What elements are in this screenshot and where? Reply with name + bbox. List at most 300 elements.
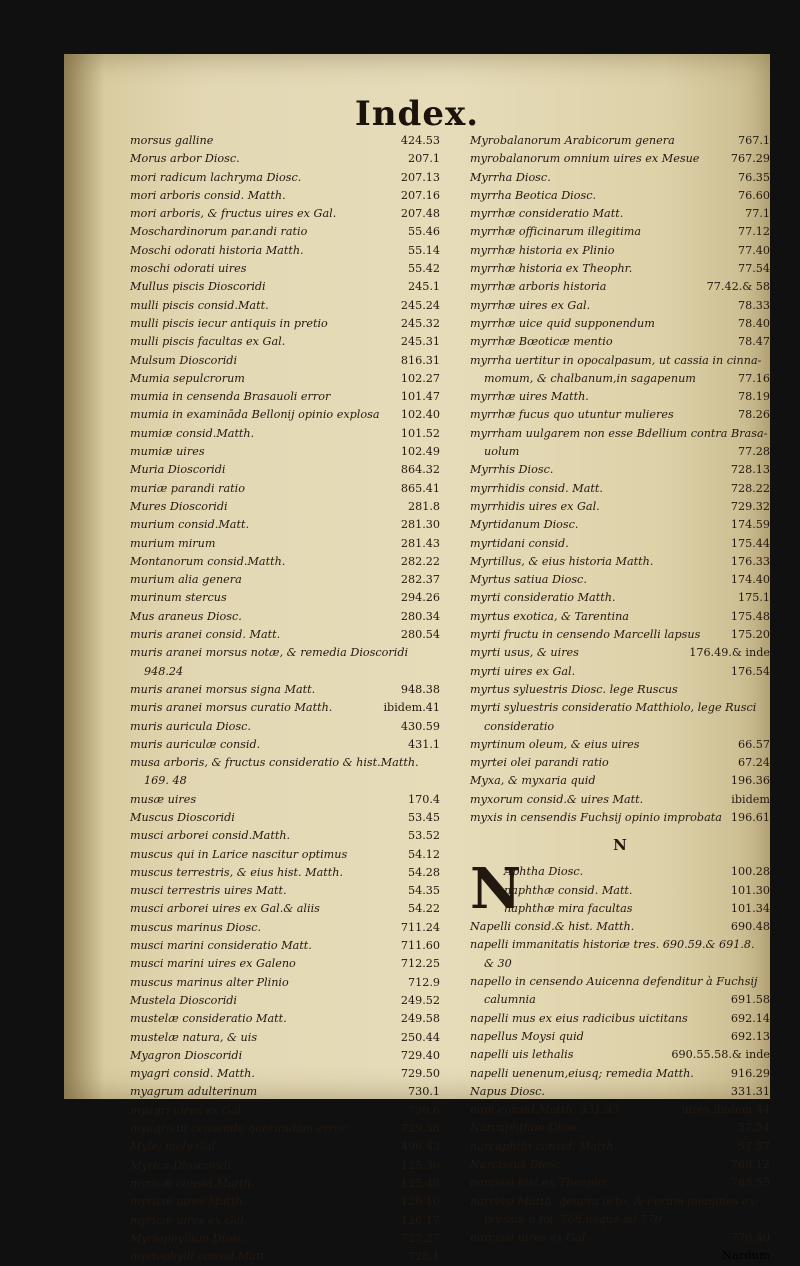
entry-page-ref: 728.22 [730,481,770,495]
index-entry [130,846,440,864]
entry-text: myrrhæ uires Matth. [470,390,589,404]
entry-text: Muscus Dioscoridi [130,810,235,824]
entry-text: myagro in censendo quorundam error [130,1122,347,1136]
entry-page-ref: 78.40 [737,316,770,330]
entry-page-ref: 102.27 [400,371,440,385]
entry-text: naphthæ consid. Matt. [504,883,633,897]
entry-text: murium alia genera [130,573,242,587]
index-entry [470,1083,770,1101]
entry-page-ref: 67.24 [737,756,770,770]
entry-page-ref: 729.40 [400,1048,440,1062]
entry-text: narcissi Matth. genera octo, & eorum imagines ex- [470,1194,759,1208]
entry-page-ref: 729.50 [400,1067,440,1081]
entry-page-ref: 78.47 [737,335,770,349]
entry-page-ref: 280.34 [400,609,440,623]
entry-text: Myrica Dioscoridi [130,1158,231,1172]
entry-page-ref: 768.55 [730,1176,770,1190]
index-entry [130,772,440,790]
entry-page-ref: 207.48 [400,207,440,221]
entry-text: myagri uires ex Gal. [130,1103,245,1117]
entry-text: myrrhæ consideratio Matt. [470,207,624,221]
index-entry [130,882,440,900]
index-entry [470,589,770,607]
entry-page-ref: 196.36 [730,774,770,788]
entry-page-ref: 280.54 [400,628,440,642]
entry-text: myrti fructu in censendo Marcelli lapsus [470,628,701,642]
index-entry [470,480,770,498]
index-entry [130,809,440,827]
entry-page-ref: 730.6 [407,1103,440,1117]
page-content [64,54,770,1264]
entry-text: Myagron Dioscoridi [130,1048,243,1062]
entry-page-ref: 53.45 [407,810,440,824]
entry-text: pressæ à fol. 768.usque ad 770 [484,1212,662,1226]
index-entry [470,882,770,900]
entry-text: mumiæ uires [130,445,205,459]
entry-page-ref: 126.17 [400,1213,440,1227]
index-entry [130,864,440,882]
entry-page-ref: 281.8 [407,499,440,513]
entry-page-ref: 207.16 [400,188,440,202]
catchword: Nardum [721,1247,770,1262]
index-entry [130,1083,440,1101]
entry-page-ref: 496.43 [400,1140,440,1154]
index-entry [130,370,440,388]
index-entry [470,516,770,534]
index-entry [470,242,770,260]
entry-text: Myle, moly Gal. [130,1140,219,1154]
index-entry [470,132,770,150]
entry-text: myrrha uertitur in opocalpasum, ut cassia in cinna- [470,353,762,367]
entry-text: muris aranei morsus notæ, & remedia Dioscoridi [130,646,409,660]
entry-text: myriophylli consid.Matt. [130,1250,269,1264]
index-entry [470,863,770,881]
index-entry [130,187,440,205]
index-entry [470,205,770,223]
index-entry [470,498,770,516]
entry-text: myrtus syluestris Diosc. lege Ruscus [470,682,678,696]
entry-text: mori arboris consid. Matth. [130,188,286,202]
entry-text: mulli piscis facultas ex Gal. [130,335,286,349]
entry-page-ref: 692.13 [730,1029,770,1043]
index-entry [130,223,440,241]
index-entry [470,1193,770,1211]
entry-text: Narcaphthon Diosc. [470,1121,584,1135]
entry-text: myrrhæ historia ex Theophr. [470,262,633,276]
entry-text: Muria Dioscoridi [130,463,226,477]
entry-text: 948.24 [144,664,184,678]
entry-page-ref: 711.24 [400,920,440,934]
index-entry [470,699,770,717]
entry-page-ref: 77.40 [737,243,770,257]
entry-text: myrrhæ fucus quo utuntur mulieres [470,408,674,422]
entry-page-ref: 728.13 [730,463,770,477]
entry-text: napelli uis lethalis [470,1048,574,1062]
entry-text: myrrhæ officinarum illegitima [470,225,642,239]
entry-text: 169. 48 [144,774,187,788]
entry-page-ref: 57.54 [737,1121,770,1135]
index-entry [470,663,770,681]
entry-page-ref: 77.1 [745,207,770,221]
entry-page-ref: 712.25 [400,957,440,971]
entry-page-ref: 948.38 [400,682,440,696]
entry-page-ref: 54.22 [407,902,440,916]
entry-text: myagrum adulterinum [130,1085,258,1099]
index-entry [130,1047,440,1065]
index-entry [130,388,440,406]
entry-text: Narcissus Diosc. [470,1158,565,1172]
entry-text: musæ uires [130,792,197,806]
index-entry [130,480,440,498]
entry-page-ref: 282.37 [400,573,440,587]
entry-page-ref: 57.57 [737,1139,770,1153]
entry-text: Montanorum consid.Matth. [130,554,286,568]
index-entry [470,736,770,754]
index-entry [470,535,770,553]
index-entry [470,772,770,790]
entry-page-ref: 691.58 [730,993,770,1007]
entry-page-ref: 865.41 [400,481,440,495]
index-entry [470,1028,770,1046]
entry-page-ref: 53.52 [407,829,440,843]
entry-page-ref: 245.24 [400,298,440,312]
index-entry [470,223,770,241]
index-entry [130,1212,440,1230]
entry-page-ref: 430.59 [400,719,440,733]
entry-text: Myrtillus, & eius historia Matth. [470,554,654,568]
entry-text: Mures Dioscoridi [130,499,228,513]
entry-text: musci marini consideratio Matt. [130,939,312,953]
entry-text: napello in censendo Auicenna defenditur à Fuchsij [470,975,758,989]
entry-text: muris aranei morsus signa Matt. [130,682,316,696]
entry-text: calumnia [484,993,536,1007]
index-entry [130,315,440,333]
index-entry [130,260,440,278]
entry-page-ref: 249.52 [400,993,440,1007]
entry-text: murinum stercus [130,591,227,605]
entry-text: Morus arbor Diosc. [130,152,240,166]
index-entry [130,1230,440,1248]
index-entry [470,626,770,644]
entry-text: mori radicum lachryma Diosc. [130,170,302,184]
entry-text: muriæ parandi ratio [130,481,245,495]
entry-text: muscus marinus alter Plinio [130,975,289,989]
entry-page-ref: 170.4 [407,792,440,806]
entry-text: myrtus exotica, & Tarentina [470,609,629,623]
entry-page-ref: 174.40 [730,573,770,587]
index-entry [470,1101,770,1119]
index-entry [470,297,770,315]
entry-page-ref: 175.1 [737,591,770,605]
index-entry [130,644,440,662]
entry-page-ref: 55.42 [407,262,440,276]
index-entry [470,461,770,479]
entry-text: muris auricula Diosc. [130,719,251,733]
entry-text: myrrha Beotica Diosc. [470,188,597,202]
index-entry [130,955,440,973]
entry-page-ref: 77.28 [737,445,770,459]
entry-text: moschi odorati uires [130,262,247,276]
entry-page-ref: 711.60 [400,939,440,953]
entry-text: myricæ consid.Matth. [130,1176,255,1190]
index-entry [130,1248,440,1266]
entry-text: muris aranei morsus curatio Matth. [130,701,333,715]
entry-page-ref: uires ibidem 44 [681,1103,770,1117]
entry-text: myxis in censendis Fuchsij opinio improbata [470,810,722,824]
index-entry [130,974,440,992]
entry-text: myrrhæ uice quid supponendum [470,316,655,330]
entry-page-ref: 916.29 [730,1066,770,1080]
entry-page-ref: 77.16 [737,371,770,385]
entry-text: myricæ uires ex Gal. [130,1213,248,1227]
index-entry [470,150,770,168]
entry-page-ref: 77.54 [737,262,770,276]
entry-page-ref: 54.12 [407,847,440,861]
right-column-m-entries [470,132,770,827]
entry-page-ref: 54.35 [407,884,440,898]
entry-page-ref: 175.48 [730,609,770,623]
entry-page-ref: 690.55.58.& inde [671,1048,770,1062]
index-entry [470,936,770,954]
entry-page-ref: ibidem.41 [383,701,440,715]
index-entry [470,315,770,333]
index-entry [130,571,440,589]
entry-text: Myxa, & myxaria quid [470,774,596,788]
entry-page-ref: 101.47 [400,390,440,404]
entry-text: Aphtha Diosc. [504,865,584,879]
index-entry [470,443,770,461]
entry-text: muscus terrestris, & eius hist. Matth. [130,865,343,879]
index-entry [130,900,440,918]
index-entry [470,260,770,278]
entry-text: myrrhidis uires ex Gal. [470,499,600,513]
index-entry [470,553,770,571]
index-entry [130,663,440,681]
index-entry [130,699,440,717]
entry-page-ref: 126.10 [400,1195,440,1209]
index-entry [130,205,440,223]
entry-text: myrrhidis consid. Matt. [470,481,603,495]
index-entry [470,370,770,388]
index-entry [470,608,770,626]
index-entry [130,406,440,424]
index-entry [130,608,440,626]
entry-page-ref: 730.1 [407,1085,440,1099]
entry-page-ref: 77.12 [737,225,770,239]
entry-page-ref: 207.1 [407,152,440,166]
entry-page-ref: 175.20 [730,628,770,642]
index-entry [470,918,770,936]
entry-page-ref: 729.58 [400,1122,440,1136]
index-entry [130,1193,440,1211]
index-entry [130,718,440,736]
entry-text: morsus galline [130,134,214,147]
index-entry [130,535,440,553]
entry-page-ref: 245.31 [400,335,440,349]
entry-text: & 30 [484,956,512,970]
entry-text: myrrhæ arboris historia [470,280,607,294]
index-entry [470,352,770,370]
entry-text: myrti usus, & uires [470,646,579,660]
entry-text: murium consid.Matt. [130,518,250,532]
entry-text: myrobalanorum omnium uires ex Mesue [470,152,700,166]
index-entry [470,900,770,918]
index-entry [130,1010,440,1028]
index-entry [130,589,440,607]
entry-page-ref: 66.57 [737,737,770,751]
entry-page-ref: 281.30 [400,518,440,532]
index-entry [130,919,440,937]
entry-text: muscus marinus Diosc. [130,920,262,934]
index-entry [470,571,770,589]
index-entry [470,333,770,351]
entry-page-ref: 294.26 [400,591,440,605]
entry-text: muris aranei consid. Matt. [130,628,281,642]
index-entry [130,516,440,534]
entry-page-ref: 728.1 [407,1250,440,1264]
entry-text: Napus Diosc. [470,1084,545,1098]
right-column [470,132,770,1266]
index-entry [130,1065,440,1083]
index-entry [130,827,440,845]
entry-text: myrtei olei parandi ratio [470,756,609,770]
entry-page-ref: 175.44 [730,536,770,550]
index-entry [130,681,440,699]
entry-text: myrtidani consid. [470,536,569,550]
entry-text: Mulsum Dioscoridi [130,353,238,367]
entry-text: napelli uenenum,eiusq; remedia Matth. [470,1066,694,1080]
entry-text: Mumia sepulcrorum [130,371,245,385]
index-entry [130,1157,440,1175]
entry-page-ref: 727.27 [400,1231,440,1245]
entry-page-ref: 174.59 [730,518,770,532]
entry-page-ref: 76.60 [737,188,770,202]
entry-text: napi consid.Matth. 331.33 [470,1103,619,1117]
entry-page-ref: 245.1 [407,280,440,294]
index-entry [130,150,440,168]
entry-page-ref: 424.53 [400,134,440,147]
index-entry [470,1046,770,1064]
index-entry [470,406,770,424]
entry-page-ref: 101.34 [730,901,770,915]
entry-text: mumia in censenda Brasauoli error [130,390,331,404]
entry-text: musci terrestris uires Matt. [130,884,287,898]
index-entry [130,1138,440,1156]
entry-text: Moschi odorati historia Matth. [130,243,304,257]
index-entry [130,333,440,351]
entry-page-ref: 281.43 [400,536,440,550]
entry-text: mustelæ natura, & uis [130,1030,258,1044]
index-entry [470,1065,770,1083]
index-entry [470,1138,770,1156]
index-entry [470,791,770,809]
index-entry [130,553,440,571]
index-entry [130,1102,440,1120]
index-entry [470,644,770,662]
entry-page-ref: 125.48 [400,1176,440,1190]
index-entry [130,626,440,644]
entry-text: narcaphthi consid. Matth. [470,1139,618,1153]
entry-text: myrti uires ex Gal. [470,664,576,678]
index-entry [470,1119,770,1137]
entry-text: narcissi uires ex Gal. [470,1231,589,1245]
page-title: Index. [354,94,480,134]
entry-text: Mullus piscis Dioscoridi [130,280,266,294]
entry-page-ref: 125.30 [400,1158,440,1172]
entry-page-ref: 176.33 [730,554,770,568]
index-entry [130,992,440,1010]
entry-text: naphthæ mira facultas [504,901,633,915]
index-entry [130,754,440,772]
entry-text: musci arborei consid.Matth. [130,829,291,843]
entry-page-ref: 100.28 [730,865,770,879]
entry-text: momum, & chalbanum,in sagapenum [484,371,696,385]
entry-text: Myriophyllum Diosc. [130,1231,248,1245]
entry-text: myricæ uires Matth. [130,1195,247,1209]
entry-text: Myrobalanorum Arabicorum genera [470,134,675,147]
entry-text: myrti syluestris consideratio Matthiolo, lege Rusci [470,701,757,715]
entry-text: narcissi hist.ex Theophr. [470,1176,609,1190]
entry-page-ref: 767.29 [730,152,770,166]
entry-text: uolum [484,445,520,459]
entry-text: Myrtidanum Diosc. [470,518,579,532]
entry-page-ref: 431.1 [407,737,440,751]
entry-page-ref: 78.26 [737,408,770,422]
entry-page-ref: 54.28 [407,865,440,879]
catchword-row [470,1248,770,1266]
entry-page-ref: 55.14 [407,243,440,257]
entry-text: mumiæ consid.Matth. [130,426,255,440]
entry-page-ref: 282.22 [400,554,440,568]
index-entry [130,937,440,955]
index-entry [470,754,770,772]
entry-page-ref: 101.30 [730,883,770,897]
entry-page-ref: 712.9 [407,975,440,989]
entry-page-ref: 692.14 [730,1011,770,1025]
entry-page-ref: 768.12 [730,1158,770,1172]
entry-text: mori arboris, & fructus uires ex Gal. [130,207,337,221]
entry-text: muris auriculæ consid. [130,737,261,751]
entry-page-ref: 816.31 [400,353,440,367]
entry-text: myxorum consid.& uires Matt. [470,792,644,806]
entry-text: myrrhæ uires ex Gal. [470,298,591,312]
entry-text: myrrhæ historia ex Plinio [470,243,615,257]
entry-page-ref: 770.40 [730,1231,770,1245]
index-entry [470,973,770,991]
index-entry [130,1120,440,1138]
entry-page-ref: 77.42.& 58 [706,280,770,294]
index-entry [470,1156,770,1174]
entry-text: musci marini uires ex Galeno [130,957,296,971]
index-entry [470,718,770,736]
entry-page-ref: 78.19 [737,390,770,404]
index-entry [130,498,440,516]
index-entry [470,1211,770,1229]
entry-text: myagri consid. Matth. [130,1067,255,1081]
entry-page-ref: 864.32 [400,463,440,477]
entry-page-ref: 78.33 [737,298,770,312]
index-entry [470,388,770,406]
entry-text: muscus qui in Larice nascitur optimus [130,847,348,861]
index-entry [130,443,440,461]
entry-page-ref: 196.61 [730,810,770,824]
index-entry [470,809,770,827]
index-entry [470,991,770,1009]
entry-text: mulli piscis iecur antiquis in pretio [130,316,328,330]
entry-text: consideratio [484,719,555,733]
entry-page-ref: 729.32 [730,499,770,513]
index-entry [130,461,440,479]
